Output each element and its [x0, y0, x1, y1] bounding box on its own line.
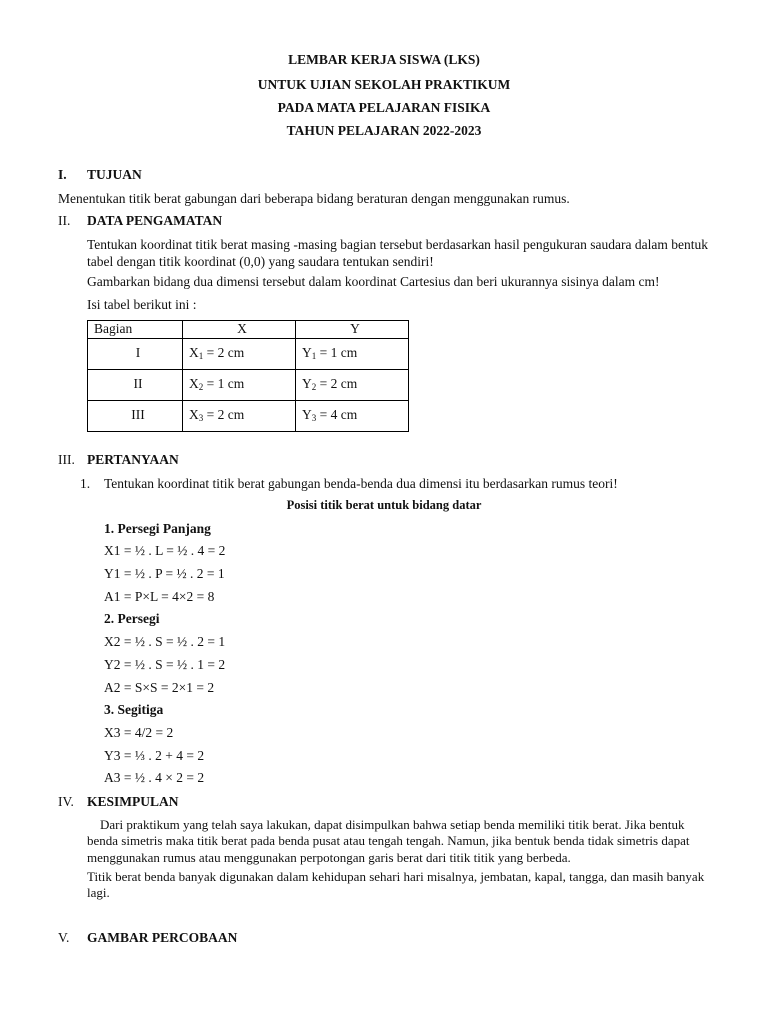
- section-3-number: III.: [58, 452, 75, 467]
- calc-block-3-title: 3. Segitiga: [104, 702, 164, 717]
- section-1-number: I.: [58, 167, 67, 182]
- calc-subtitle: Posisi titik berat untuk bidang datar: [286, 498, 482, 512]
- table-cell-y: $Y_3 = 4$ cm: [296, 400, 409, 431]
- doc-title-line-3: PADA MATA PELAJARAN FISIKA: [277, 100, 491, 115]
- section-4-number: IV.: [58, 794, 74, 809]
- calc-block-2-line-2: Y2 = ½ . S = ½ . 1 = 2: [104, 657, 226, 672]
- calc-block-1-line-1: X1 = ½ . L = ½ . 4 = 2: [104, 543, 226, 558]
- section-4-paragraph-1: Dari praktikum yang telah saya lakukan, dapat disimpulkan bahwa setiap benda memiliki titik berat. Jika bentuk benda simetris maka titik berat pada benda pusat atau tengah tengah. Namun, jika bentuk benda tidak simetris dapat menggunakan rumus atau menggunakan perpotongan garis berat dari titik titik yang berbeda.: [87, 817, 690, 865]
- calc-block-3-line-2: Y3 = ⅓ . 2 + 4 = 2: [104, 748, 205, 763]
- table-header-bagian: Bagian: [88, 321, 183, 339]
- calc-block-2-line-1: X2 = ½ . S = ½ . 2 = 1: [104, 634, 226, 649]
- table-cell-y: $Y_1 = 1$ cm: [296, 338, 409, 369]
- section-2-paragraph-2: Gambarkan bidang dua dimensi tersebut dalam koordinat Cartesius dan beri ukurannya sisinya dalam cm!: [87, 274, 660, 289]
- table-row: [88, 338, 409, 369]
- section-5-title: GAMBAR PERCOBAAN: [87, 930, 238, 945]
- section-2-title: DATA PENGAMATAN: [87, 213, 223, 228]
- table-cell-bagian: II: [88, 369, 183, 400]
- table-cell-y: $Y_2 = 2$ cm: [296, 369, 409, 400]
- section-2-paragraph-3: Isi tabel berikut ini :: [87, 297, 197, 312]
- calc-block-1-line-3: A1 = P×L = 4×2 = 8: [104, 589, 215, 604]
- calc-block-1-title: 1. Persegi Panjang: [104, 521, 211, 536]
- question-number: 1.: [80, 476, 91, 491]
- doc-title-line-4: TAHUN PELAJARAN 2022-2023: [286, 123, 482, 138]
- section-3-title: PERTANYAAN: [87, 452, 179, 467]
- section-2-paragraph-1: Tentukan koordinat titik berat masing -masing bagian tersebut berdasarkan hasil pengukuran saudara dalam bentuk tabel dengan titik koordinat (0,0) yang saudara tentukan sendiri!: [87, 237, 708, 269]
- calc-block-3-line-1: X3 = 4/2 = 2: [104, 725, 174, 740]
- question-text: Tentukan koordinat titik berat gabungan benda-benda dua dimensi itu berdasarkan rumus teori!: [104, 476, 618, 491]
- data-table: [87, 320, 409, 432]
- table-cell-bagian: III: [88, 400, 183, 431]
- table-row: [88, 400, 409, 431]
- calc-block-3-line-3: A3 = ½ . 4 × 2 = 2: [104, 770, 205, 785]
- section-4-paragraph-2: Titik berat benda banyak digunakan dalam kehidupan sehari hari misalnya, jembatan, kapal, tangga, dan masih banyak lagi.: [87, 869, 705, 901]
- table-header-row: [88, 321, 409, 339]
- table-header-y: Y: [296, 321, 409, 339]
- table-cell-x: $X_1 = 2$ cm: [183, 338, 296, 369]
- table-cell-x: $X_2 = 1$ cm: [183, 369, 296, 400]
- section-1-text: Menentukan titik berat gabungan dari beberapa bidang beraturan dengan menggunakan rumus.: [58, 191, 570, 206]
- section-1-title: TUJUAN: [87, 167, 142, 182]
- table-header-x: X: [183, 321, 296, 339]
- table-row: [88, 369, 409, 400]
- section-4-title: KESIMPULAN: [87, 794, 179, 809]
- calc-block-2-title: 2. Persegi: [104, 611, 160, 626]
- table-cell-bagian: I: [88, 338, 183, 369]
- table-cell-x: $X_3 = 2$ cm: [183, 400, 296, 431]
- calc-block-1-line-2: Y1 = ½ . P = ½ . 2 = 1: [104, 566, 225, 581]
- doc-title-line-2: UNTUK UJIAN SEKOLAH PRAKTIKUM: [257, 77, 511, 92]
- calc-block-2-line-3: A2 = S×S = 2×1 = 2: [104, 680, 215, 695]
- section-5-number: V.: [58, 930, 70, 945]
- section-2-number: II.: [58, 213, 71, 228]
- doc-title-line-1: LEMBAR KERJA SISWA (LKS): [288, 52, 480, 67]
